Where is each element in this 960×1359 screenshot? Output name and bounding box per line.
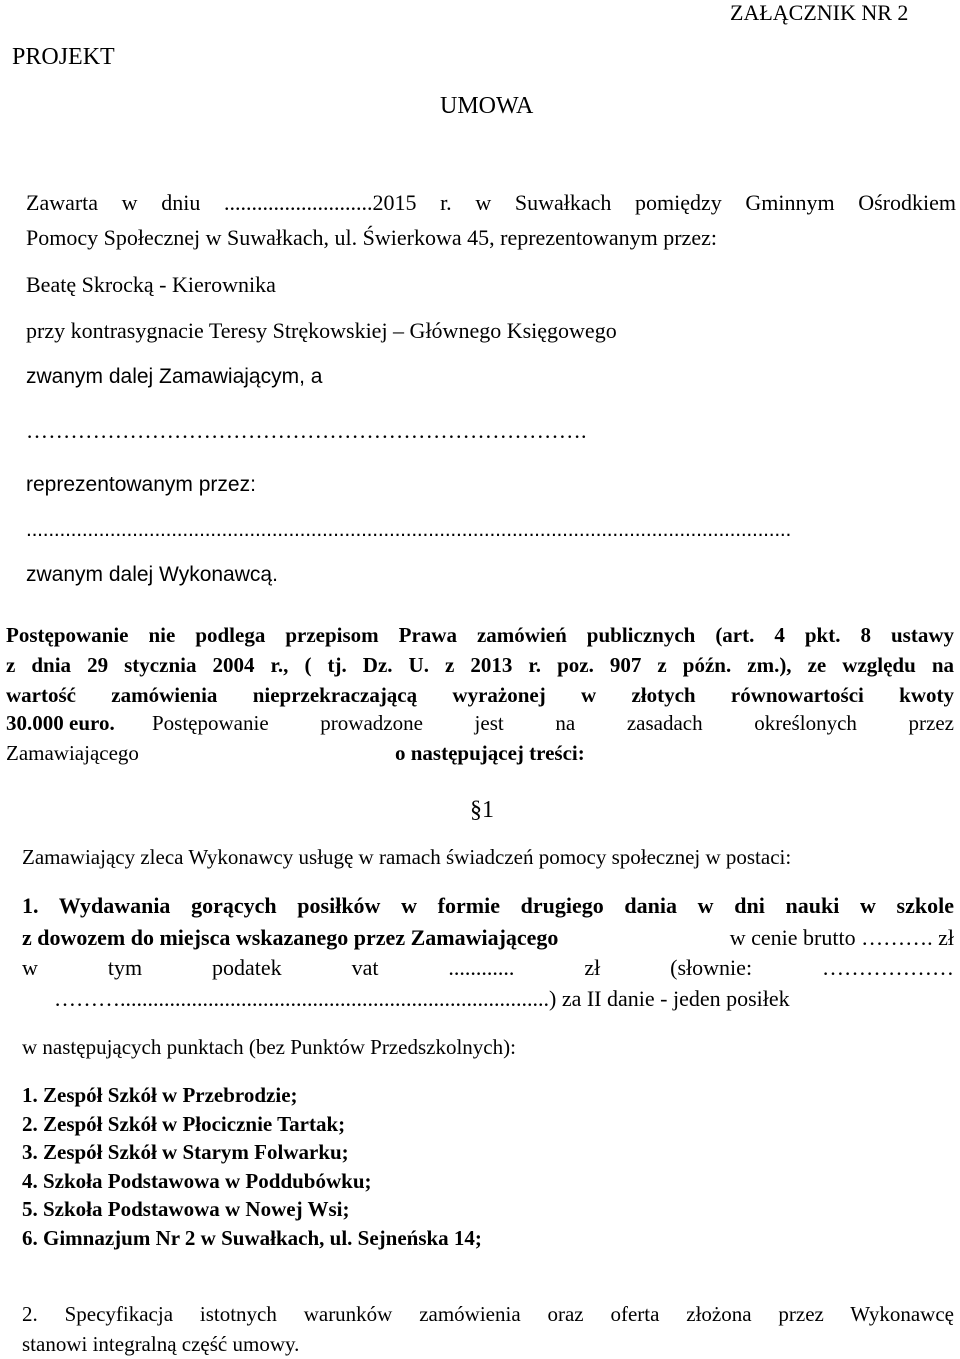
list-item: 6. Gimnazjum Nr 2 w Suwałkach, ul. Sejneńska 14; (22, 1226, 482, 1250)
item-1-vat-line: w tym podatek vat ............ zł (słownie: ……………… (22, 955, 954, 980)
list-item: 5. Szkoła Podstawowa w Nowej Wsi; (22, 1197, 350, 1221)
document-title: UMOWA (440, 93, 534, 119)
list-item: 2. Zespół Szkół w Płocicznie Tartak; (22, 1112, 346, 1136)
contractor-name-blank: …………………………………………………………………. (26, 418, 587, 443)
item-2-line-2: stanowi integralną część umowy. (22, 1332, 300, 1356)
ordering-party-address: Pomocy Społecznej w Suwałkach, ul. Świerkowa 45, reprezentowanym przez: (26, 225, 717, 250)
contract-date-line: Zawarta w dniu ...........................2015 r. w Suwałkach pomiędzy Gminnym Ośrodkiem (26, 190, 956, 215)
procedure-line-5-party: Zamawiającego (6, 741, 139, 765)
list-item: 4. Szkoła Podstawowa w Poddubówku; (22, 1169, 372, 1193)
procedure-line-4-amount: 30.000 euro. (6, 711, 115, 735)
contractor-label: zwanym dalej Wykonawcą. (26, 563, 278, 586)
list-item: 3. Zespół Szkół w Starym Folwarku; (22, 1140, 349, 1164)
section-intro: Zamawiający zleca Wykonawcy usługę w ramach świadczeń pomocy społecznej w postaci: (22, 845, 792, 869)
item-1-line-1: 1. Wydawania gorących posiłków w formie drugiego dania w dni nauki w szkole (22, 893, 954, 918)
item-1-price-text: w cenie brutto ………. zł (729, 925, 954, 950)
representative-blank: ......................................................................................................................................... (26, 518, 792, 541)
item-1-line-2 (22, 925, 954, 951)
attachment-label: ZAŁĄCZNIK NR 2 (730, 0, 909, 25)
points-intro: w następujących punktach (bez Punktów Przedszkolnych): (22, 1035, 516, 1059)
countersign-line: przy kontrasygnacie Teresy Strękowskiej – Głównego Księgowego (26, 318, 617, 343)
procedure-line-2: z dnia 29 stycznia 2004 r., ( tj. Dz. U. z 2013 r. poz. 907 z późn. zm.), ze względu na (6, 653, 954, 677)
item-1-pickup-text: z dowozem do miejsca wskazanego przez Zamawiającego (22, 925, 559, 950)
procedure-line-5-content: o następującej treści: (395, 741, 585, 765)
procedure-line-4-text: Postępowanie prowadzone jest na zasadach określonych przez (152, 711, 954, 735)
section-mark: §1 (470, 797, 494, 823)
project-label: PROJEKT (12, 44, 115, 70)
ordering-party-label: zwanym dalej Zamawiającym, a (26, 365, 323, 388)
procedure-line-3: wartość zamówienia nieprzekraczającą wyrażonej w złotych równowartości kwoty (6, 683, 954, 707)
item-2-line-1: 2. Specyfikacja istotnych warunków zamówienia oraz oferta złożona przez Wykonawcę (22, 1302, 954, 1326)
procedure-line-1: Postępowanie nie podlega przepisom Prawa zamówień publicznych (art. 4 pkt. 8 ustawy (6, 623, 954, 647)
representative-line: Beatę Skrocką - Kierownika (26, 272, 276, 297)
item-1-per-meal-line: ………..............................................................................) za II danie - jeden posiłek (54, 986, 790, 1011)
represented-by-label: reprezentowanym przez: (26, 473, 256, 496)
list-item: 1. Zespół Szkół w Przebrodzie; (22, 1083, 298, 1107)
